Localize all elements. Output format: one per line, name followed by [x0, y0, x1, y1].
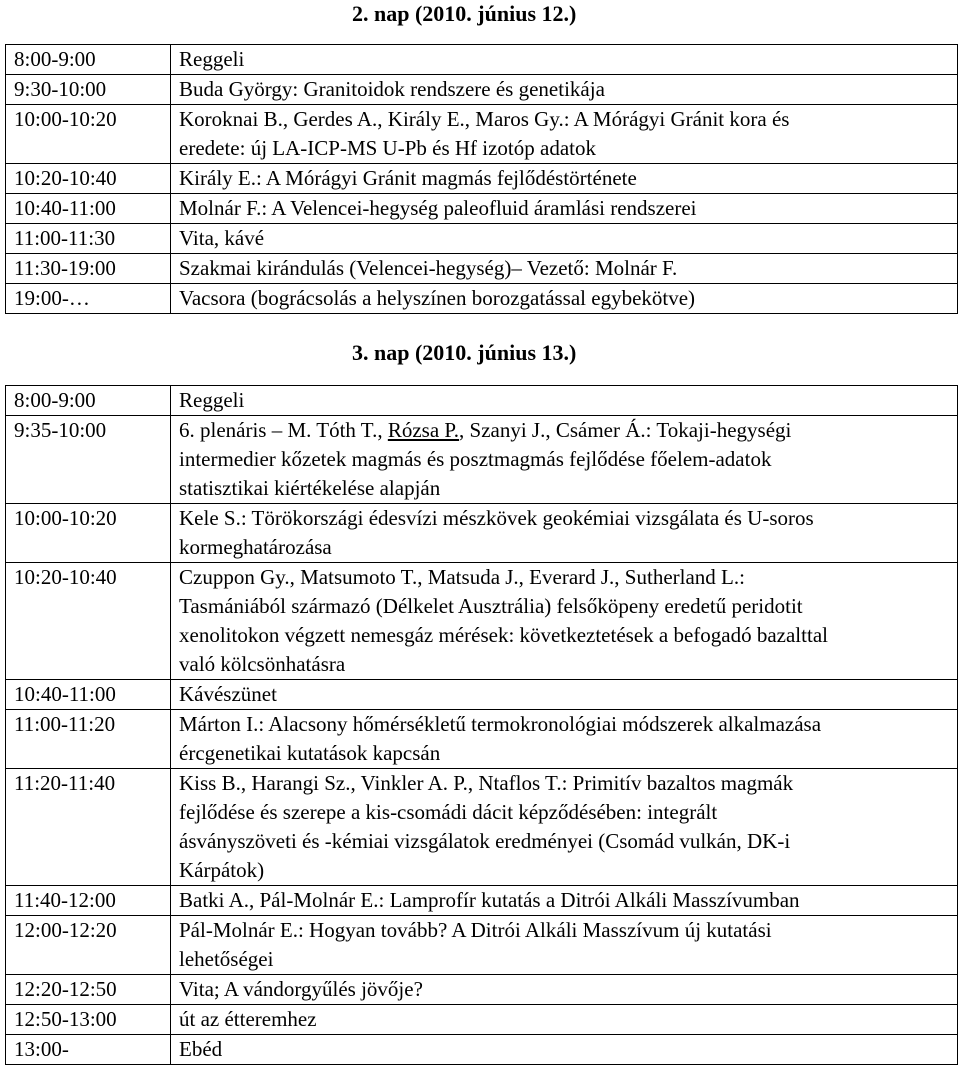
time-cell: 13:00- — [6, 1035, 171, 1065]
schedule-row — [6, 710, 958, 769]
description-line: Czuppon Gy., Matsumoto T., Matsuda J., Everard J., Sutherland L.: — [179, 565, 745, 589]
description-cell — [171, 680, 958, 710]
description-cell — [171, 916, 958, 975]
description-cell — [171, 416, 958, 504]
schedule-row — [6, 916, 958, 975]
description-line: ércgenetikai kutatások kapcsán — [179, 741, 441, 765]
description-cell — [171, 75, 958, 105]
description-line: statisztikai kiértékelése alapján — [179, 476, 441, 500]
description-line: való kölcsönhatásra — [179, 652, 346, 676]
schedule-row — [6, 563, 958, 680]
time-cell: 8:00-9:00 — [6, 45, 171, 75]
schedule-row — [6, 254, 958, 284]
schedule-row — [6, 284, 958, 314]
day2-schedule-table — [5, 44, 958, 314]
description-cell — [171, 886, 958, 916]
description-line: Kele S.: Törökországi édesvízi mészkövek geokémiai vizsgálata és U-soros — [179, 506, 814, 530]
time-cell: 10:00-10:20 — [6, 504, 171, 563]
description-cell — [171, 386, 958, 416]
description-line: Király E.: A Mórágyi Gránit magmás fejlődéstörténete — [179, 166, 637, 190]
description-line: Reggeli — [179, 47, 245, 71]
schedule-row — [6, 769, 958, 886]
schedule-row — [6, 164, 958, 194]
schedule-row — [6, 975, 958, 1005]
description-line: Molnár F.: A Velencei-hegység paleofluid áramlási rendszerei — [179, 196, 697, 220]
description-line: eredete: új LA-ICP-MS U-Pb és Hf izotóp adatok — [179, 136, 596, 160]
time-cell: 11:40-12:00 — [6, 886, 171, 916]
time-cell: 10:20-10:40 — [6, 563, 171, 680]
time-cell: 11:00-11:30 — [6, 224, 171, 254]
time-cell: 11:30-19:00 — [6, 254, 171, 284]
description-line: Batki A., Pál-Molnár E.: Lamprofír kutatás a Ditrói Alkáli Masszívumban — [179, 888, 800, 912]
time-cell: 11:00-11:20 — [6, 710, 171, 769]
description-line: Szakmai kirándulás (Velencei-hegység)– Vezető: Molnár F. — [179, 256, 678, 280]
description-line: Kárpátok) — [179, 858, 265, 882]
schedule-row — [6, 416, 958, 504]
time-cell: 10:20-10:40 — [6, 164, 171, 194]
schedule-row — [6, 886, 958, 916]
time-cell: 8:00-9:00 — [6, 386, 171, 416]
schedule-row — [6, 45, 958, 75]
time-cell: 10:40-11:00 — [6, 680, 171, 710]
schedule-row — [6, 1035, 958, 1065]
description-line: fejlődése és szerepe a kis-csomádi dácit képződésében: integrált — [179, 800, 718, 824]
underlined-author: Rózsa P. — [387, 418, 460, 442]
description-line: út az étteremhez — [179, 1007, 317, 1031]
description-cell — [171, 563, 958, 680]
schedule-row — [6, 1005, 958, 1035]
description-line: intermedier kőzetek magmás és posztmagmás fejlődése főelem-adatok — [179, 447, 772, 471]
description-line: 6. plenáris – M. Tóth T., Rózsa P., Szanyi J., Csámer Á.: Tokaji-hegységi — [179, 418, 792, 442]
time-cell: 10:00-10:20 — [6, 105, 171, 164]
description-line: Vacsora (bográcsolás a helyszínen borozgatással egybekötve) — [179, 286, 696, 310]
description-cell — [171, 224, 958, 254]
description-line: Kiss B., Harangi Sz., Vinkler A. P., Ntaflos T.: Primitív bazaltos magmák — [179, 771, 794, 795]
description-cell — [171, 45, 958, 75]
description-line: Tasmániából származó (Délkelet Ausztrália) felsőköpeny eredetű peridotit — [179, 594, 803, 618]
description-line: Buda György: Granitoidok rendszere és genetikája — [179, 77, 605, 101]
time-cell: 10:40-11:00 — [6, 194, 171, 224]
description-line: Kávészünet — [179, 682, 277, 706]
description-line: ásványszöveti és -kémiai vizsgálatok eredményei (Csomád vulkán, DK-i — [179, 829, 791, 853]
schedule-row — [6, 75, 958, 105]
time-cell: 9:30-10:00 — [6, 75, 171, 105]
description-line: Márton I.: Alacsony hőmérsékletű termokronológiai módszerek alkalmazása — [179, 712, 822, 736]
day3-schedule-table — [5, 385, 958, 1065]
day2-title: 2. nap (2010. június 12.) — [352, 1, 577, 26]
schedule-row — [6, 105, 958, 164]
time-cell: 9:35-10:00 — [6, 416, 171, 504]
schedule-row — [6, 194, 958, 224]
description-cell — [171, 164, 958, 194]
schedule-row — [6, 386, 958, 416]
time-cell: 12:00-12:20 — [6, 916, 171, 975]
description-cell — [171, 194, 958, 224]
time-cell: 12:50-13:00 — [6, 1005, 171, 1035]
description-cell — [171, 710, 958, 769]
description-line: Vita; A vándorgyűlés jövője? — [179, 977, 423, 1001]
schedule-row — [6, 680, 958, 710]
description-line: Koroknai B., Gerdes A., Király E., Maros Gy.: A Mórágyi Gránit kora és — [179, 107, 790, 131]
time-cell: 19:00-… — [6, 284, 171, 314]
description-cell — [171, 769, 958, 886]
description-line: lehetőségei — [179, 947, 274, 971]
description-line: Ebéd — [179, 1037, 223, 1061]
description-cell — [171, 975, 958, 1005]
day3-title: 3. nap (2010. június 13.) — [352, 340, 577, 365]
description-line: Pál-Molnár E.: Hogyan tovább? A Ditrói Alkáli Masszívum új kutatási — [179, 918, 772, 942]
schedule-row — [6, 504, 958, 563]
description-line: Reggeli — [179, 388, 245, 412]
description-cell — [171, 105, 958, 164]
schedule-row — [6, 224, 958, 254]
description-cell — [171, 504, 958, 563]
time-cell: 11:20-11:40 — [6, 769, 171, 886]
description-cell — [171, 1035, 958, 1065]
description-line: kormeghatározása — [179, 535, 332, 559]
description-cell — [171, 1005, 958, 1035]
time-cell: 12:20-12:50 — [6, 975, 171, 1005]
description-line: Vita, kávé — [179, 226, 265, 250]
description-cell — [171, 254, 958, 284]
description-line: xenolitokon végzett nemesgáz mérések: következtetések a befogadó bazalttal — [179, 623, 828, 647]
description-cell — [171, 284, 958, 314]
